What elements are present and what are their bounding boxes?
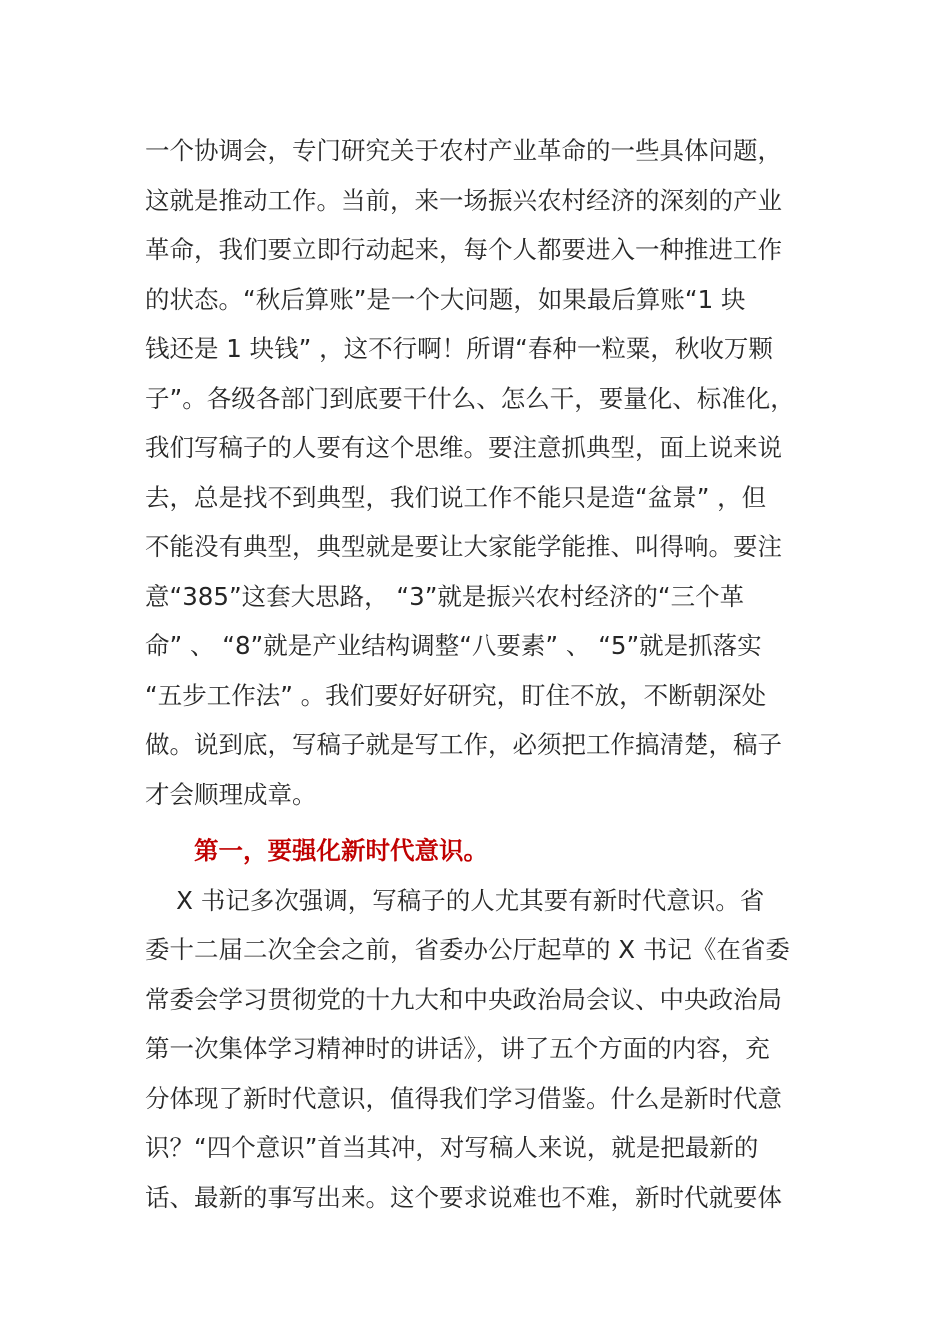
text-line: X 书记多次强调，写稿子的人尤其要有新时代意识。省	[145, 885, 765, 915]
text-line: 做。说到底，写稿子就是写工作，必须把工作搞清楚，稿子	[145, 730, 782, 759]
paragraph-continued	[145, 126, 810, 819]
section-heading-block	[145, 826, 810, 876]
text-line: 话、最新的事写出来。这个要求说难也不难，新时代就要体	[145, 1182, 782, 1212]
text-line: 的状态。“秋后算账”是一个大问题，如果最后算账“1 块	[145, 284, 746, 314]
text-line: 常委会学习贯彻党的十九大和中央政治局会议、中央政治局	[145, 984, 782, 1014]
text-line: 识？“四个意识”首当其冲，对写稿人来说，就是把最新的	[145, 1133, 759, 1162]
text-line: 子”。各级各部门到底要干什么、怎么干，要量化、标准化，	[145, 383, 795, 413]
section-heading: 第一，要强化新时代意识。	[194, 836, 488, 865]
text-line: 不能没有典型，典型就是要让大家能学能推、叫得响。要注	[145, 532, 782, 561]
text-line: 才会顺理成章。	[145, 779, 317, 809]
text-line: 第一次集体学习精神时的讲话》，讲了五个方面的内容，充	[145, 1034, 770, 1063]
text-line: 意“385”这套大思路， “3”就是振兴农村经济的“三个革	[145, 581, 745, 611]
text-line: 委十二届二次全会之前，省委办公厅起草的 X 书记《在省委	[145, 935, 790, 964]
paragraph-new-era	[145, 876, 810, 1223]
text-line: 分体现了新时代意识，值得我们学习借鉴。什么是新时代意	[145, 1083, 782, 1113]
text-line: 这就是推动工作。当前，来一场振兴农村经济的深刻的产业	[145, 185, 782, 215]
text-line: 一个协调会，专门研究关于农村产业革命的一些具体问题，	[145, 136, 782, 165]
text-line: 钱还是 1 块钱” ，这不行啊！所谓“春种一粒粟，秋收万颗	[145, 334, 773, 363]
text-line: 去，总是找不到典型，我们说工作不能只是造“盆景” ，但	[145, 482, 767, 512]
text-line: 我们写稿子的人要有这个思维。要注意抓典型，面上说来说	[145, 433, 782, 462]
text-line: 命” 、 “8”就是产业结构调整“八要素” 、 “5”就是抓落实	[145, 631, 762, 660]
text-line: “五步工作法” 。我们要好好研究，盯住不放，不断朝深处	[145, 680, 767, 710]
text-line: 革命，我们要立即行动起来，每个人都要进入一种推进工作	[145, 235, 782, 264]
